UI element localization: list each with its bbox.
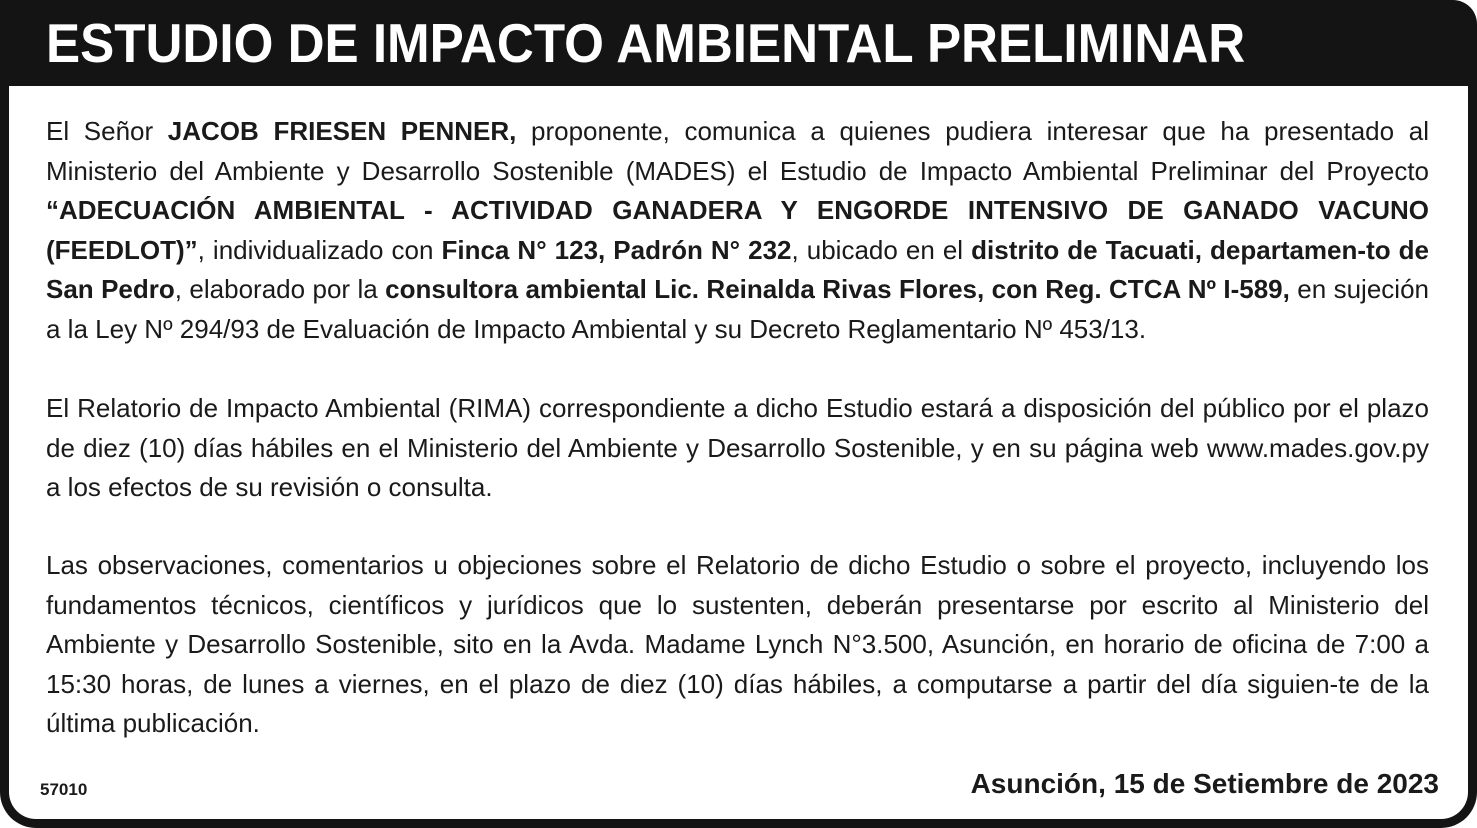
property-identifier: Finca N° 123, Padrón N° 232 (441, 234, 792, 265)
p1-text: , individualizado con (197, 234, 442, 265)
p1-text: proponente, comunica a quienes pudiera interesar que ha presentado al Ministerio del Ambiente y Desarrollo Sostenible (MADES) el Estudio de Impacto Ambiental Preliminar del Proyecto (46, 116, 1429, 186)
header-bar (0, 0, 1477, 86)
paragraph-observations: Las observaciones, comentarios u objeciones sobre el Relatorio de dicho Estudio o sobre el proyecto, incluyendo los fundamentos técnicos, científicos y jurídicos que lo sustenten, deberán presentarse por escrito al Ministerio del Ambiente y Desarrollo Sostenible, sito en la Avda. Madame Lynch N°3.500, Asunción, en horario de oficina de 7:00 a 15:30 horas, de lunes a viernes, en el plazo de diez (10) días hábiles, a computarse a partir del día siguien-te de la última publicación. (46, 550, 1429, 738)
project-name: “ADECUACIÓN AMBIENTAL - ACTIVIDAD GANADERA Y ENGORDE INTENSIVO DE GANADO VACUNO (FEEDLOT)” (46, 195, 1429, 265)
location-district: distrito de Tacuati, departamen- (971, 234, 1367, 265)
p1-text: en sujeción a la Ley Nº 294/93 de Evaluación de Impacto Ambiental y su Decreto Reglamentario Nº 453/13. (46, 274, 1429, 344)
consultant-info: consultora ambiental Lic. Reinalda Rivas Flores, con Reg. CTCA Nº I-589, (385, 274, 1290, 304)
notice-title: ESTUDIO DE IMPACTO AMBIENTAL PRELIMINAR (46, 12, 1246, 74)
paragraph-proponent (46, 112, 1429, 349)
proponent-name: JACOB FRIESEN PENNER, (167, 116, 517, 146)
p1-text: , elaborado por la (174, 274, 386, 304)
p1-text: , ubicado en el (791, 234, 972, 265)
paragraph-rima: El Relatorio de Impacto Ambiental (RIMA) correspondiente a dicho Estudio estará a disposición del público por el plazo de diez (10) días hábiles en el Ministerio del Ambiente y Desarrollo Sostenible, y en su página web www.mades.gov.py a los efectos de su revisión o consulta. (46, 393, 1429, 502)
location-department: to de San Pedro (46, 234, 1429, 304)
p1-text: El Señor (46, 116, 168, 146)
publication-date: Asunción, 15 de Setiembre de 2023 (970, 768, 1439, 799)
reference-number: 57010 (40, 780, 88, 799)
